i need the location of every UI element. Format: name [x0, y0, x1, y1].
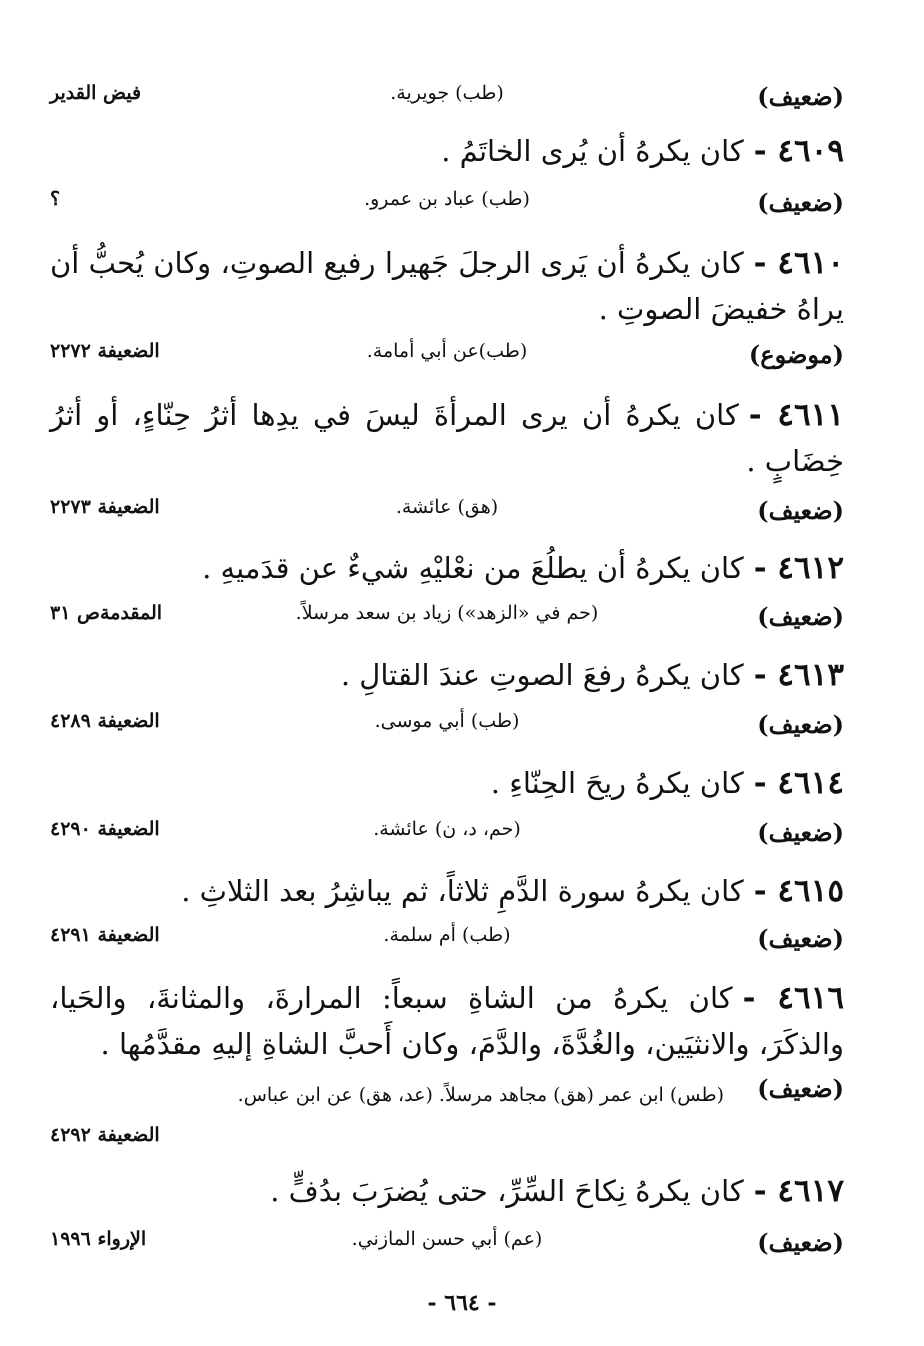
citation-row [50, 602, 844, 642]
book-title: فيض القدير [50, 82, 142, 104]
source-citation: (حم في «الزهد») زياد بن سعد مرسلاً. [295, 602, 599, 624]
hadith-body: كان يكرهُ ريحَ الحِنّاءِ . [490, 766, 744, 800]
hadith-body: كان يكرهُ نِكاحَ السِّرِّ، حتى يُضرَبَ بدُفٍّ . [270, 1174, 744, 1208]
citation-row [50, 340, 844, 380]
hadith-number: ٤٦١٢ - [753, 550, 844, 586]
grade-label: (ضعيف) [757, 82, 844, 111]
citation-row [50, 818, 844, 858]
reference: الضعيفة ٤٢٩٠ [50, 818, 160, 840]
header-row [50, 82, 844, 122]
hadith-body: كان يكرهُ من الشاةِ سبعاً: المرارةَ، والمثانةَ، والحَيا، والذكَرَ، والانثيَين، والغُدَّةَ، والدَّمَ، وكان أَحبَّ الشاةِ إليهِ مقدَّمُها . [50, 981, 844, 1061]
hadith-number: ٤٦١٧ - [753, 1173, 844, 1209]
hadith-body: كان يكرهُ أن يرى المرأةَ ليسَ في يدِها أثرُ حِنّاءٍ، أو أثرُ خِضَابٍ . [50, 398, 844, 478]
source-citation: (طب) عباد بن عمرو. [364, 188, 530, 210]
grade-label: (ضعيف) [757, 188, 844, 217]
page-number: - ٦٦٤ - [427, 1290, 497, 1316]
hadith-text [50, 652, 844, 698]
hadith-body: كان يكرهُ أن يطلُعَ من نعْليْهِ شيءٌ عن قدَميهِ . [202, 551, 744, 585]
hadith-text [50, 760, 844, 806]
hadith-body: كان يكرهُ سورة الدَّمِ ثلاثاً، ثم يباشِرُ بعد الثلاثِ . [181, 874, 744, 908]
hadith-text [50, 128, 844, 174]
hadith-text [50, 240, 844, 332]
grade-label: (ضعيف) [757, 1228, 844, 1257]
source-citation: (طس) ابن عمر (هق) مجاهد مرسلاً. (عد، هق) عن ابن عباس. [237, 1084, 724, 1106]
hadith-number: ٤٦١٣ - [753, 657, 844, 693]
citation-row [50, 924, 844, 964]
grade-label: (ضعيف) [757, 496, 844, 525]
source-citation: (طب) جويرية. [390, 82, 504, 104]
citation-row [50, 710, 844, 750]
hadith-text [50, 545, 844, 591]
source-citation: (حم، د، ن) عائشة. [373, 818, 521, 840]
grade-label: (ضعيف) [757, 818, 844, 847]
citation-row [50, 496, 844, 536]
hadith-number: ٤٦١٠ - [753, 245, 844, 281]
hadith-number: ٤٦١٥ - [753, 873, 844, 909]
hadith-body: كان يكرهُ رفعَ الصوتِ عندَ القتالِ . [340, 658, 744, 692]
grade-label: (ضعيف) [757, 602, 844, 631]
source-citation: (طب) أم سلمة. [383, 924, 511, 946]
reference: الضعيفة ٤٢٩١ [50, 924, 160, 946]
source-citation: (طب)عن أبي أمامة. [366, 340, 528, 362]
hadith-number: ٤٦١٤ - [753, 765, 844, 801]
citation-row [50, 188, 844, 228]
hadith-body: كان يكرهُ أن يَرى الرجلَ جَهيرا رفيع الصوتِ، وكان يُحبُّ أن يراهُ خفيضَ الصوتِ . [50, 246, 844, 326]
grade-label: (موضوع) [748, 340, 844, 369]
reference: الضعيفة ٢٢٧٢ [50, 340, 160, 362]
reference-row [50, 1124, 844, 1164]
hadith-text [50, 868, 844, 914]
reference: الضعيفة ٤٢٩٢ [50, 1124, 160, 1146]
hadith-number: ٤٦١١ - [748, 397, 844, 433]
source-citation: (هق) عائشة. [395, 496, 499, 518]
reference: ؟ [50, 188, 61, 210]
grade-label: (ضعيف) [757, 1074, 844, 1103]
grade-label: (ضعيف) [757, 710, 844, 739]
grade-label: (ضعيف) [757, 924, 844, 953]
reference: المقدمةص ٣١ [50, 602, 163, 624]
hadith-number: ٤٦٠٩ - [753, 133, 844, 169]
reference: الضعيفة ٢٢٧٣ [50, 496, 160, 518]
hadith-text [50, 392, 844, 484]
hadith-body: كان يكرهُ أن يُرى الخاتَمُ . [441, 134, 744, 168]
source-citation: (طب) أبي موسى. [374, 710, 520, 732]
hadith-text [50, 975, 844, 1067]
hadith-text [50, 1168, 844, 1214]
reference: الضعيفة ٤٢٨٩ [50, 710, 160, 732]
hadith-number: ٤٦١٦ - [742, 980, 844, 1016]
reference: الإرواء ١٩٩٦ [50, 1228, 147, 1250]
source-citation: (عم) أبي حسن المازني. [351, 1228, 543, 1250]
citation-row [50, 1228, 844, 1268]
